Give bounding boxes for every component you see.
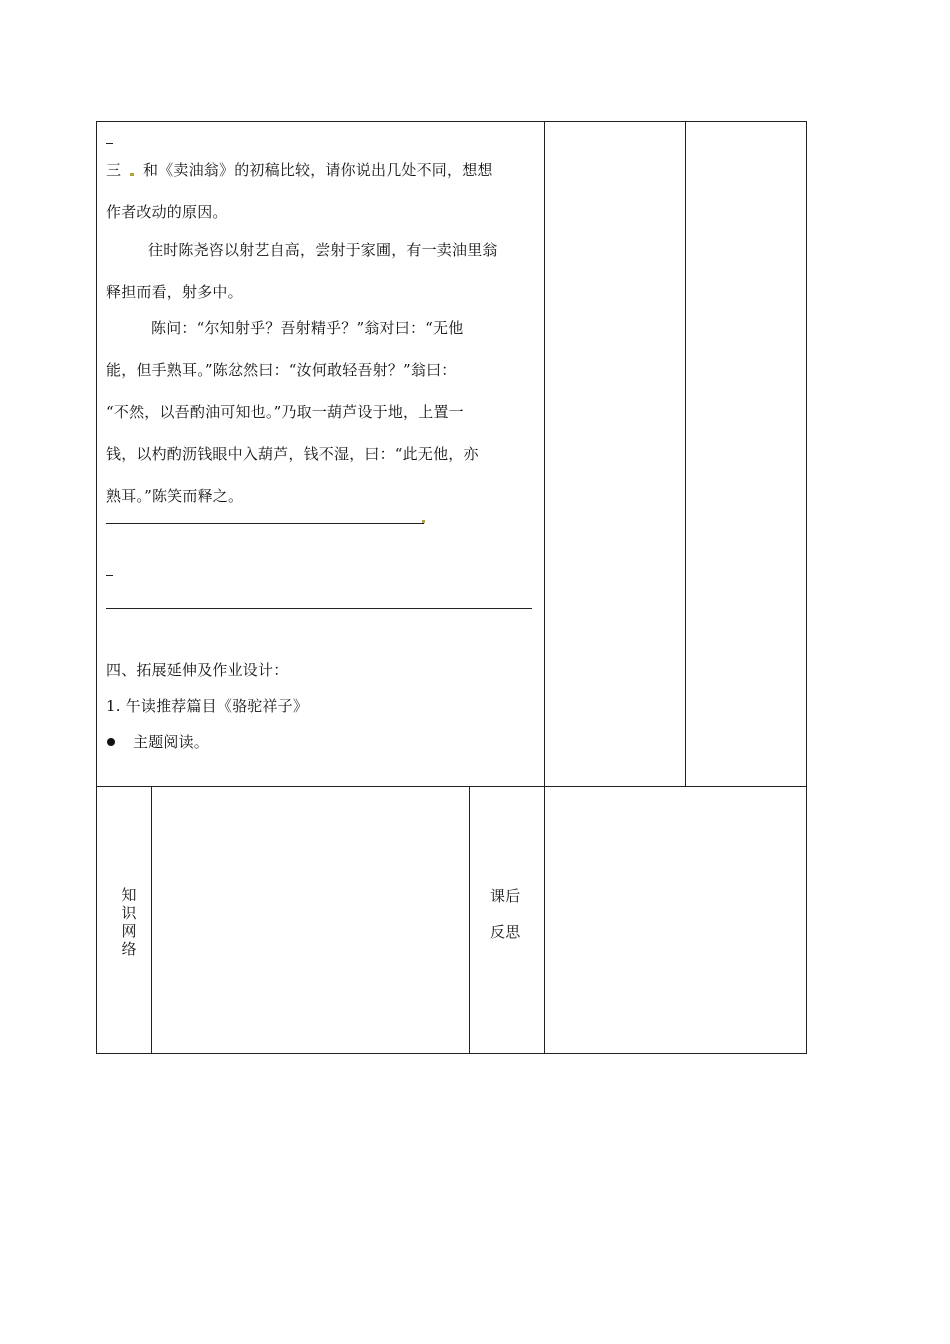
section4-item1: 1. 午读推荐篇目《骆驼祥子》	[106, 697, 309, 715]
section3-prompt-line2: 作者改动的原因。	[106, 203, 228, 221]
answer-line-marker	[422, 520, 425, 523]
answer-line-1	[106, 523, 424, 524]
reflection-label-line1: 课后	[490, 887, 521, 905]
section4-heading: 四、拓展延伸及作业设计：	[106, 661, 289, 679]
row-divider	[96, 786, 807, 787]
answer-dash	[106, 575, 113, 576]
col-divider-knowledge	[151, 786, 152, 1054]
passage-line-1: 往时陈尧咨以射艺自高，尝射于家圃，有一卖油里翁	[148, 241, 498, 259]
table-left-border	[96, 121, 97, 1054]
top-dash	[106, 143, 113, 144]
bullet-dot-icon	[107, 738, 115, 746]
passage-line-5: “不然，以吾酌油可知也。”乃取一葫芦设于地，上置一	[106, 403, 464, 421]
passage-line-4: 能，但手熟耳。”陈忿然曰：“汝何敢轻吾射？”翁曰：	[106, 361, 457, 379]
reflection-label-line2: 反思	[490, 923, 521, 941]
section4-bullet1: 主题阅读。	[133, 733, 210, 751]
col-divider-top-right	[685, 121, 686, 786]
section3-number: 三	[106, 161, 122, 179]
table-bottom-border	[96, 1053, 807, 1054]
passage-line-7: 熟耳。”陈笑而释之。	[106, 487, 244, 505]
passage-line-6: 钱，以杓酌沥钱眼中入葫芦，钱不湿，曰：“此无他，亦	[106, 445, 479, 463]
table-right-border	[806, 121, 807, 1054]
highlight-marker	[130, 173, 134, 176]
col-divider-reflection	[469, 786, 470, 1054]
col-divider-main	[544, 121, 545, 1054]
table-top-border	[96, 121, 807, 122]
knowledge-network-label: 知识网络	[121, 886, 137, 958]
section3-prompt-line1: 和《卖油翁》的初稿比较，请你说出几处不同，想想	[143, 161, 493, 179]
passage-line-2: 释担而看，射多中。	[106, 283, 243, 301]
answer-line-2	[106, 608, 532, 609]
passage-line-3: 陈问：“尔知射乎？吾射精乎？”翁对曰：“无他	[151, 319, 464, 337]
